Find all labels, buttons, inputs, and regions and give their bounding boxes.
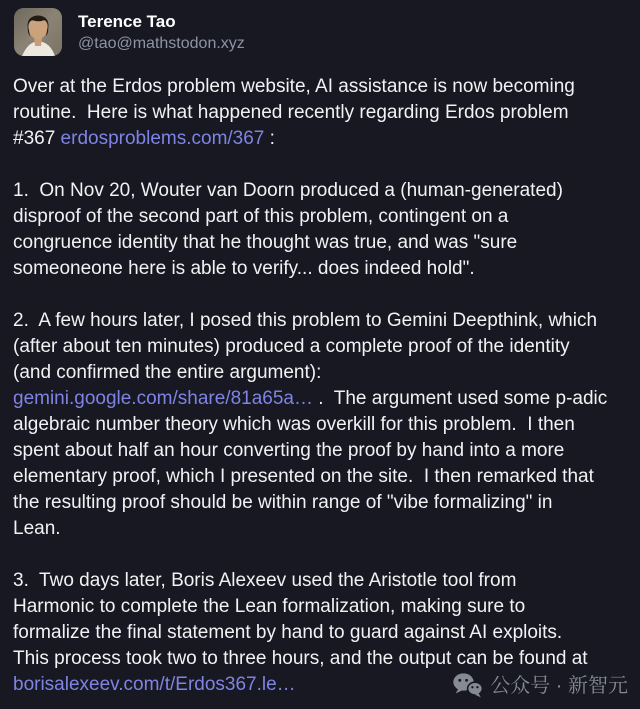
text-segment: 2. A few hours later, I posed this problem to Gemini Deepthink, which	[13, 310, 598, 331]
text-segment: (after about ten minutes) produced a complete proof of the identity	[13, 336, 570, 357]
profile-photo-icon	[14, 8, 62, 56]
text-segment: spent about half an hour converting the proof by hand into a more	[13, 440, 565, 461]
text-line	[13, 100, 633, 126]
text-segment: (and confirmed the entire argument):	[13, 362, 322, 383]
text-segment: congruence identity that he thought was true, and was "sure	[13, 232, 518, 253]
text-segment: Over at the Erdos problem website, AI assistance is now becoming	[13, 76, 575, 97]
text-line	[13, 256, 633, 282]
text-line	[13, 308, 633, 334]
inline-link[interactable]: erdosproblems.com/367	[60, 128, 265, 149]
text-line	[13, 568, 633, 594]
display-name[interactable]: Terence Tao	[78, 12, 176, 31]
text-segment: 1. On Nov 20, Wouter van Doorn produced a (human-generated)	[13, 180, 563, 201]
text-line	[13, 490, 633, 516]
wechat-icon	[452, 672, 483, 699]
text-segment: elementary proof, which I presented on the site. I then remarked that	[13, 466, 594, 487]
watermark-label: 公众号 · 新智元	[490, 674, 628, 697]
text-segment: 3. Two days later, Boris Alexeev used the Aristotle tool from	[13, 570, 517, 591]
post-header	[14, 8, 245, 56]
post-paragraph	[13, 74, 633, 152]
avatar[interactable]	[14, 8, 62, 56]
text-segment: disproof of the second part of this problem, contingent on a	[13, 206, 509, 227]
inline-link[interactable]: gemini.google.com/share/81a65a…	[13, 388, 313, 409]
text-line	[13, 360, 633, 386]
text-line	[13, 178, 633, 204]
text-segment: . The argument used some p-adic	[312, 388, 608, 409]
account-handle[interactable]: @tao@mathstodon.xyz	[78, 35, 245, 52]
author-name-block	[78, 8, 245, 55]
watermark	[452, 672, 628, 699]
inline-link[interactable]: borisalexeev.com/t/Erdos367.le…	[13, 674, 296, 695]
text-line	[13, 646, 633, 672]
text-line	[13, 438, 633, 464]
text-line	[13, 464, 633, 490]
text-line	[13, 126, 633, 152]
text-line	[13, 386, 633, 412]
text-segment: algebraic number theory which was overkill for this problem. I then	[13, 414, 575, 435]
text-segment: formalize the final statement by hand to guard against AI exploits.	[13, 622, 563, 643]
text-segment: Harmonic to complete the Lean formalization, making sure to	[13, 596, 526, 617]
post-paragraph	[13, 308, 633, 542]
post-content	[13, 74, 633, 698]
text-segment: the resulting proof should be within range of "vibe formalizing" in	[13, 492, 553, 513]
text-segment: someoneone here is able to verify... does indeed hold".	[13, 258, 475, 279]
text-line	[13, 74, 633, 100]
text-line	[13, 620, 633, 646]
text-line	[13, 516, 633, 542]
text-segment: :	[264, 128, 275, 149]
text-line	[13, 594, 633, 620]
text-segment: routine. Here is what happened recently regarding Erdos problem	[13, 102, 569, 123]
text-line	[13, 204, 633, 230]
text-segment: Lean.	[13, 518, 61, 539]
text-segment: #367	[13, 128, 61, 149]
text-line	[13, 230, 633, 256]
text-line	[13, 412, 633, 438]
post-paragraph	[13, 178, 633, 282]
text-line	[13, 334, 633, 360]
text-segment: This process took two to three hours, and the output can be found at	[13, 648, 588, 669]
